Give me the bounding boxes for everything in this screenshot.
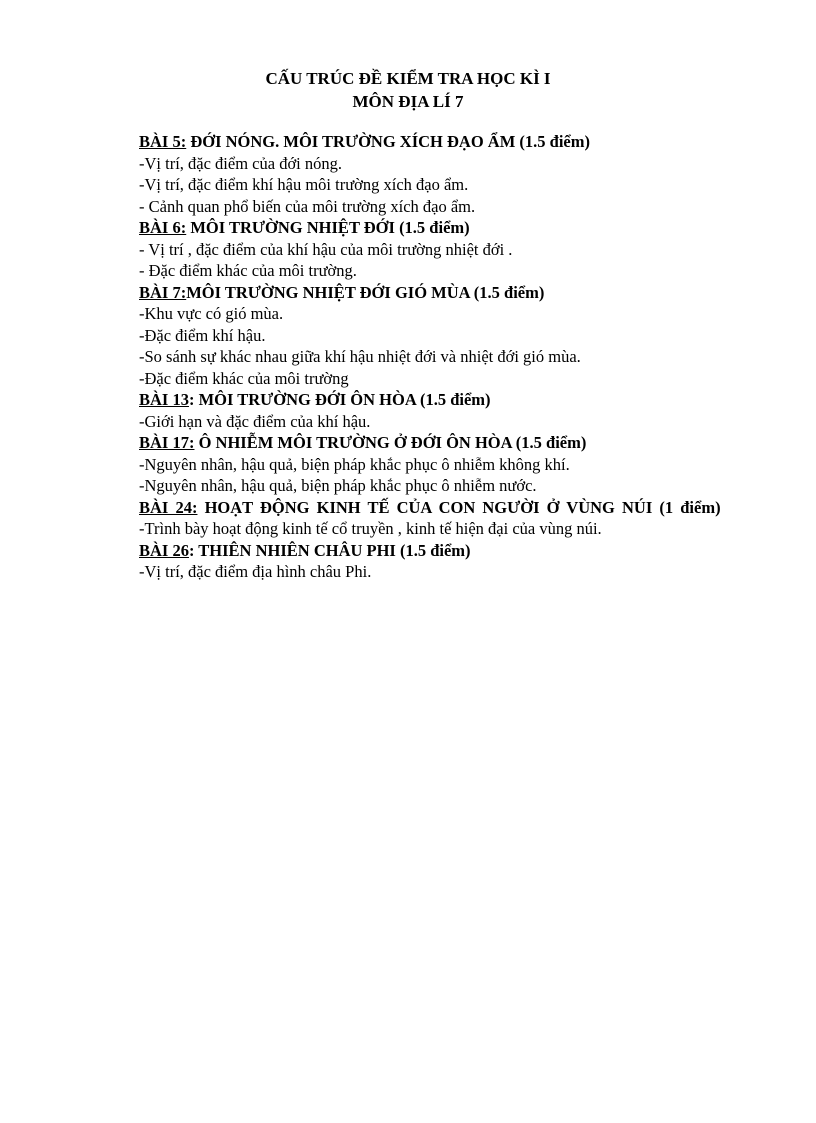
document-title: CẤU TRÚC ĐỀ KIỂM TRA HỌC KÌ I xyxy=(265,69,551,88)
section-heading xyxy=(99,282,739,304)
lesson-title: MÔI TRƯỜNG NHIỆT ĐỚI GIÓ MÙA (1.5 điểm) xyxy=(186,282,545,302)
list-item: - Cảnh quan phổ biến của môi trường xích đạo ẩm. xyxy=(139,196,476,216)
lesson-title: MÔI TRƯỜNG NHIỆT ĐỚI (1.5 điểm) xyxy=(186,218,470,237)
section-heading xyxy=(99,540,739,562)
section-heading xyxy=(99,131,739,153)
list-item: -Vị trí, đặc điểm địa hình châu Phi. xyxy=(139,562,372,581)
lesson-number: BÀI 26 xyxy=(139,540,189,560)
section-bai-7 xyxy=(99,282,739,390)
lesson-number: BÀI 24: xyxy=(139,497,198,517)
lesson-number: BÀI 13 xyxy=(139,390,189,409)
section-bai-6 xyxy=(99,217,739,282)
section-heading xyxy=(99,217,739,239)
lesson-number: BÀI 7: xyxy=(139,282,187,302)
lesson-number: BÀI 17: xyxy=(139,433,195,452)
list-item: - Đặc điểm khác của môi trường. xyxy=(139,261,357,280)
lesson-title: ĐỚI NÓNG. MÔI TRƯỜNG XÍCH ĐẠO ẨM (1.5 điểm) xyxy=(186,132,590,151)
lesson-number: BÀI 5: xyxy=(139,132,187,151)
section-bai-17 xyxy=(99,432,739,497)
section-bai-13 xyxy=(99,389,739,432)
section-bai-24 xyxy=(99,497,739,540)
list-item: -So sánh sự khác nhau giữa khí hậu nhiệt đới và nhiệt đới gió mùa. xyxy=(139,347,581,366)
document-subtitle: MÔN ĐỊA LÍ 7 xyxy=(352,92,464,111)
list-item: - Vị trí , đặc điểm của khí hậu của môi trường nhiệt đới . xyxy=(139,239,513,259)
list-item: -Vị trí, đặc điểm khí hậu môi trường xích đạo ẩm. xyxy=(139,175,469,194)
section-bai-26 xyxy=(99,540,739,583)
list-item: -Nguyên nhân, hậu quả, biện pháp khắc phục ô nhiễm không khí. xyxy=(139,454,570,474)
lesson-number: BÀI 6: xyxy=(139,218,187,237)
document-body xyxy=(99,131,739,583)
list-item: -Đặc điểm khí hậu. xyxy=(139,325,266,345)
list-item: -Trình bày hoạt động kinh tế cổ truyền , kinh tế hiện đại của vùng núi. xyxy=(139,519,602,538)
list-item: -Đặc điểm khác của môi trường xyxy=(139,368,349,388)
lesson-title: : THIÊN NHIÊN CHÂU PHI (1.5 điểm) xyxy=(188,540,471,560)
list-item: -Giới hạn và đặc điểm của khí hậu. xyxy=(139,411,371,431)
section-heading xyxy=(99,432,739,454)
list-item: -Vị trí, đặc điểm của đới nóng. xyxy=(139,153,343,173)
list-item: -Khu vực có gió mùa. xyxy=(139,304,284,323)
lesson-title: Ô NHIỄM MÔI TRƯỜNG Ở ĐỚI ÔN HÒA (1.5 điểm) xyxy=(194,433,587,452)
section-bai-5 xyxy=(99,131,739,217)
section-heading xyxy=(99,389,739,411)
list-item: -Nguyên nhân, hậu quả, biện pháp khắc phục ô nhiễm nước. xyxy=(139,476,537,495)
lesson-title: : MÔI TRƯỜNG ĐỚI ÔN HÒA (1.5 điểm) xyxy=(188,390,491,409)
section-heading xyxy=(99,497,739,519)
lesson-title: HOẠT ĐỘNG KINH TẾ CỦA CON NGƯỜI Ở VÙNG NÚI (1 điểm) xyxy=(197,497,721,517)
